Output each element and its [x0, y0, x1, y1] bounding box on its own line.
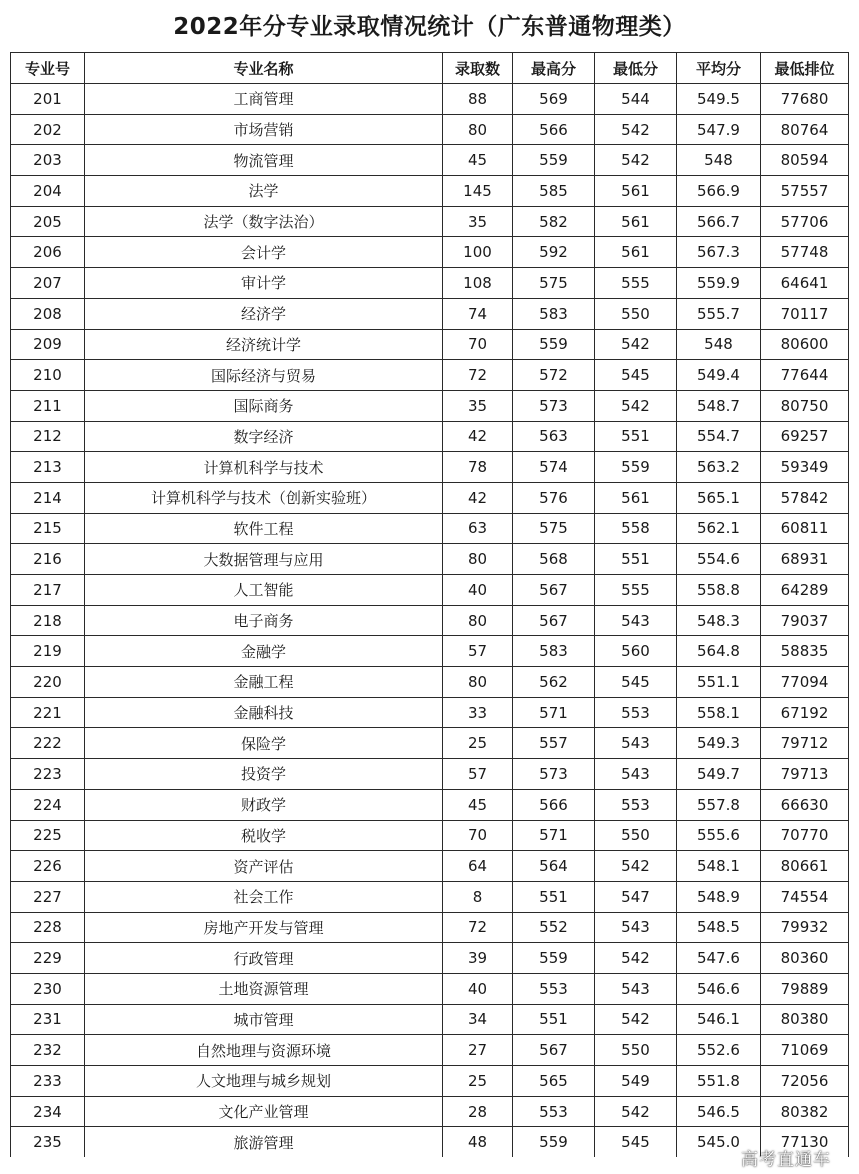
- average-score-cell: 551.1: [677, 667, 761, 698]
- admitted-count-cell: 80: [443, 667, 513, 698]
- major-code-cell: 203: [11, 145, 85, 176]
- major-code-cell: 225: [11, 820, 85, 851]
- lowest-rank-cell: 80594: [761, 145, 849, 176]
- highest-score-cell: 592: [513, 237, 595, 268]
- lowest-rank-cell: 80750: [761, 390, 849, 421]
- lowest-rank-cell: 80360: [761, 943, 849, 974]
- admitted-count-cell: 108: [443, 268, 513, 299]
- table-row: [11, 1066, 849, 1097]
- average-score-cell: 546.5: [677, 1096, 761, 1127]
- lowest-rank-cell: 79037: [761, 605, 849, 636]
- lowest-score-cell: 545: [595, 360, 677, 391]
- major-code-cell: 226: [11, 851, 85, 882]
- major-name-cell: 人工智能: [85, 575, 443, 606]
- table-row: [11, 973, 849, 1004]
- highest-score-cell: 552: [513, 912, 595, 943]
- table-row: [11, 1127, 849, 1157]
- average-score-cell: 565.1: [677, 482, 761, 513]
- lowest-score-cell: 555: [595, 575, 677, 606]
- average-score-cell: 546.6: [677, 973, 761, 1004]
- highest-score-cell: 573: [513, 759, 595, 790]
- table-row: [11, 84, 849, 115]
- lowest-score-cell: 543: [595, 973, 677, 1004]
- major-name-cell: 国际商务: [85, 390, 443, 421]
- admitted-count-cell: 25: [443, 728, 513, 759]
- lowest-score-cell: 555: [595, 268, 677, 299]
- major-name-cell: 大数据管理与应用: [85, 544, 443, 575]
- major-name-cell: 资产评估: [85, 851, 443, 882]
- highest-score-cell: 566: [513, 789, 595, 820]
- lowest-score-cell: 545: [595, 1127, 677, 1157]
- major-code-cell: 232: [11, 1035, 85, 1066]
- major-name-cell: 物流管理: [85, 145, 443, 176]
- major-name-cell: 旅游管理: [85, 1127, 443, 1157]
- admitted-count-cell: 42: [443, 482, 513, 513]
- average-score-cell: 555.6: [677, 820, 761, 851]
- major-name-cell: 计算机科学与技术（创新实验班）: [85, 482, 443, 513]
- table-row: [11, 605, 849, 636]
- average-score-cell: 563.2: [677, 452, 761, 483]
- average-score-cell: 545.0: [677, 1127, 761, 1157]
- average-score-cell: 546.1: [677, 1004, 761, 1035]
- lowest-score-cell: 542: [595, 1096, 677, 1127]
- admitted-count-cell: 33: [443, 697, 513, 728]
- lowest-rank-cell: 58835: [761, 636, 849, 667]
- highest-score-cell: 583: [513, 298, 595, 329]
- lowest-rank-cell: 80382: [761, 1096, 849, 1127]
- average-score-cell: 566.7: [677, 206, 761, 237]
- admitted-count-cell: 100: [443, 237, 513, 268]
- admission-stats-table: [10, 52, 849, 1157]
- major-code-cell: 201: [11, 84, 85, 115]
- major-code-cell: 220: [11, 667, 85, 698]
- average-score-cell: 549.7: [677, 759, 761, 790]
- table-body: [11, 84, 849, 1158]
- lowest-rank-cell: 64641: [761, 268, 849, 299]
- highest-score-cell: 551: [513, 1004, 595, 1035]
- major-name-cell: 财政学: [85, 789, 443, 820]
- table-row: [11, 176, 849, 207]
- highest-score-cell: 567: [513, 575, 595, 606]
- table-header-row: [11, 53, 849, 84]
- admitted-count-cell: 57: [443, 636, 513, 667]
- major-name-cell: 保险学: [85, 728, 443, 759]
- table-row: [11, 513, 849, 544]
- table-row: [11, 390, 849, 421]
- major-code-cell: 219: [11, 636, 85, 667]
- average-score-cell: 549.4: [677, 360, 761, 391]
- watermark-text: 高考直通车: [741, 1150, 831, 1170]
- lowest-rank-cell: 79713: [761, 759, 849, 790]
- highest-score-cell: 559: [513, 943, 595, 974]
- table-row: [11, 1096, 849, 1127]
- highest-score-cell: 582: [513, 206, 595, 237]
- major-code-cell: 209: [11, 329, 85, 360]
- major-code-cell: 235: [11, 1127, 85, 1157]
- lowest-score-cell: 550: [595, 1035, 677, 1066]
- lowest-score-cell: 561: [595, 206, 677, 237]
- admitted-count-cell: 80: [443, 114, 513, 145]
- average-score-cell: 562.1: [677, 513, 761, 544]
- lowest-score-cell: 542: [595, 943, 677, 974]
- major-code-cell: 215: [11, 513, 85, 544]
- lowest-score-cell: 542: [595, 114, 677, 145]
- lowest-score-cell: 550: [595, 298, 677, 329]
- lowest-score-cell: 542: [595, 329, 677, 360]
- admitted-count-cell: 42: [443, 421, 513, 452]
- table-row: [11, 1004, 849, 1035]
- major-code-cell: 207: [11, 268, 85, 299]
- lowest-score-cell: 550: [595, 820, 677, 851]
- major-code-cell: 213: [11, 452, 85, 483]
- major-code-cell: 204: [11, 176, 85, 207]
- average-score-cell: 557.8: [677, 789, 761, 820]
- major-name-cell: 社会工作: [85, 881, 443, 912]
- highest-score-cell: 564: [513, 851, 595, 882]
- major-name-cell: 计算机科学与技术: [85, 452, 443, 483]
- average-score-cell: 548: [677, 145, 761, 176]
- lowest-score-cell: 543: [595, 759, 677, 790]
- lowest-score-cell: 542: [595, 851, 677, 882]
- lowest-score-cell: 542: [595, 145, 677, 176]
- admitted-count-cell: 80: [443, 544, 513, 575]
- lowest-rank-cell: 59349: [761, 452, 849, 483]
- highest-score-cell: 559: [513, 329, 595, 360]
- lowest-score-cell: 544: [595, 84, 677, 115]
- highest-score-cell: 576: [513, 482, 595, 513]
- admitted-count-cell: 45: [443, 789, 513, 820]
- major-code-cell: 229: [11, 943, 85, 974]
- lowest-rank-cell: 57842: [761, 482, 849, 513]
- major-name-cell: 金融学: [85, 636, 443, 667]
- admitted-count-cell: 39: [443, 943, 513, 974]
- lowest-score-cell: 553: [595, 789, 677, 820]
- average-score-cell: 559.9: [677, 268, 761, 299]
- highest-score-cell: 559: [513, 145, 595, 176]
- column-header-lowest-score: 最低分: [595, 53, 677, 84]
- table-row: [11, 881, 849, 912]
- admitted-count-cell: 145: [443, 176, 513, 207]
- major-name-cell: 金融工程: [85, 667, 443, 698]
- column-header-highest-score: 最高分: [513, 53, 595, 84]
- major-name-cell: 法学（数字法治）: [85, 206, 443, 237]
- major-code-cell: 218: [11, 605, 85, 636]
- lowest-score-cell: 549: [595, 1066, 677, 1097]
- major-code-cell: 211: [11, 390, 85, 421]
- major-name-cell: 法学: [85, 176, 443, 207]
- highest-score-cell: 571: [513, 820, 595, 851]
- column-header-average-score: 平均分: [677, 53, 761, 84]
- admitted-count-cell: 34: [443, 1004, 513, 1035]
- table-row: [11, 421, 849, 452]
- admitted-count-cell: 63: [443, 513, 513, 544]
- highest-score-cell: 557: [513, 728, 595, 759]
- lowest-rank-cell: 68931: [761, 544, 849, 575]
- highest-score-cell: 575: [513, 268, 595, 299]
- highest-score-cell: 565: [513, 1066, 595, 1097]
- lowest-rank-cell: 70770: [761, 820, 849, 851]
- major-name-cell: 审计学: [85, 268, 443, 299]
- column-header-major-name: 专业名称: [85, 53, 443, 84]
- major-name-cell: 金融科技: [85, 697, 443, 728]
- admitted-count-cell: 35: [443, 390, 513, 421]
- lowest-rank-cell: 57557: [761, 176, 849, 207]
- table-row: [11, 452, 849, 483]
- major-name-cell: 自然地理与资源环境: [85, 1035, 443, 1066]
- major-name-cell: 会计学: [85, 237, 443, 268]
- highest-score-cell: 569: [513, 84, 595, 115]
- major-name-cell: 工商管理: [85, 84, 443, 115]
- table-row: [11, 636, 849, 667]
- major-name-cell: 电子商务: [85, 605, 443, 636]
- page-title: 2022年分专业录取情况统计（广东普通物理类）: [173, 14, 686, 40]
- major-name-cell: 软件工程: [85, 513, 443, 544]
- table-row: [11, 851, 849, 882]
- major-name-cell: 数字经济: [85, 421, 443, 452]
- table-row: [11, 329, 849, 360]
- lowest-rank-cell: 79932: [761, 912, 849, 943]
- major-code-cell: 212: [11, 421, 85, 452]
- major-code-cell: 216: [11, 544, 85, 575]
- highest-score-cell: 567: [513, 1035, 595, 1066]
- major-name-cell: 人文地理与城乡规划: [85, 1066, 443, 1097]
- lowest-score-cell: 561: [595, 176, 677, 207]
- admitted-count-cell: 57: [443, 759, 513, 790]
- average-score-cell: 567.3: [677, 237, 761, 268]
- major-code-cell: 205: [11, 206, 85, 237]
- lowest-score-cell: 561: [595, 237, 677, 268]
- highest-score-cell: 583: [513, 636, 595, 667]
- average-score-cell: 555.7: [677, 298, 761, 329]
- major-name-cell: 行政管理: [85, 943, 443, 974]
- major-code-cell: 224: [11, 789, 85, 820]
- admitted-count-cell: 74: [443, 298, 513, 329]
- highest-score-cell: 553: [513, 973, 595, 1004]
- lowest-rank-cell: 57706: [761, 206, 849, 237]
- table-row: [11, 298, 849, 329]
- admitted-count-cell: 78: [443, 452, 513, 483]
- highest-score-cell: 574: [513, 452, 595, 483]
- admitted-count-cell: 27: [443, 1035, 513, 1066]
- average-score-cell: 548.5: [677, 912, 761, 943]
- table-row: [11, 943, 849, 974]
- average-score-cell: 548.7: [677, 390, 761, 421]
- highest-score-cell: 563: [513, 421, 595, 452]
- average-score-cell: 566.9: [677, 176, 761, 207]
- table-row: [11, 1035, 849, 1066]
- highest-score-cell: 551: [513, 881, 595, 912]
- major-name-cell: 税收学: [85, 820, 443, 851]
- table-row: [11, 912, 849, 943]
- table-row: [11, 697, 849, 728]
- major-name-cell: 国际经济与贸易: [85, 360, 443, 391]
- major-code-cell: 228: [11, 912, 85, 943]
- average-score-cell: 547.6: [677, 943, 761, 974]
- lowest-score-cell: 559: [595, 452, 677, 483]
- table-row: [11, 114, 849, 145]
- highest-score-cell: 559: [513, 1127, 595, 1157]
- lowest-rank-cell: 66630: [761, 789, 849, 820]
- average-score-cell: 552.6: [677, 1035, 761, 1066]
- major-name-cell: 土地资源管理: [85, 973, 443, 1004]
- table-row: [11, 145, 849, 176]
- table-row: [11, 360, 849, 391]
- lowest-score-cell: 545: [595, 667, 677, 698]
- lowest-score-cell: 561: [595, 482, 677, 513]
- major-code-cell: 214: [11, 482, 85, 513]
- lowest-score-cell: 542: [595, 390, 677, 421]
- major-code-cell: 208: [11, 298, 85, 329]
- lowest-rank-cell: 80600: [761, 329, 849, 360]
- highest-score-cell: 562: [513, 667, 595, 698]
- highest-score-cell: 566: [513, 114, 595, 145]
- admitted-count-cell: 72: [443, 360, 513, 391]
- column-header-major-code: 专业号: [11, 53, 85, 84]
- admitted-count-cell: 48: [443, 1127, 513, 1157]
- admitted-count-cell: 45: [443, 145, 513, 176]
- major-code-cell: 217: [11, 575, 85, 606]
- admitted-count-cell: 40: [443, 973, 513, 1004]
- admitted-count-cell: 72: [443, 912, 513, 943]
- table-row: [11, 237, 849, 268]
- major-code-cell: 230: [11, 973, 85, 1004]
- highest-score-cell: 585: [513, 176, 595, 207]
- column-header-admitted-count: 录取数: [443, 53, 513, 84]
- average-score-cell: 547.9: [677, 114, 761, 145]
- admitted-count-cell: 25: [443, 1066, 513, 1097]
- admitted-count-cell: 64: [443, 851, 513, 882]
- table-row: [11, 728, 849, 759]
- average-score-cell: 548.9: [677, 881, 761, 912]
- lowest-score-cell: 543: [595, 605, 677, 636]
- table-row: [11, 759, 849, 790]
- lowest-rank-cell: 77094: [761, 667, 849, 698]
- admitted-count-cell: 70: [443, 329, 513, 360]
- major-name-cell: 经济学: [85, 298, 443, 329]
- admitted-count-cell: 40: [443, 575, 513, 606]
- lowest-rank-cell: 64289: [761, 575, 849, 606]
- lowest-rank-cell: 74554: [761, 881, 849, 912]
- average-score-cell: 564.8: [677, 636, 761, 667]
- major-name-cell: 经济统计学: [85, 329, 443, 360]
- lowest-score-cell: 551: [595, 421, 677, 452]
- major-name-cell: 城市管理: [85, 1004, 443, 1035]
- lowest-rank-cell: 60811: [761, 513, 849, 544]
- highest-score-cell: 571: [513, 697, 595, 728]
- table-row: [11, 575, 849, 606]
- admitted-count-cell: 88: [443, 84, 513, 115]
- admitted-count-cell: 80: [443, 605, 513, 636]
- lowest-rank-cell: 77644: [761, 360, 849, 391]
- major-code-cell: 210: [11, 360, 85, 391]
- table-row: [11, 789, 849, 820]
- major-name-cell: 文化产业管理: [85, 1096, 443, 1127]
- highest-score-cell: 572: [513, 360, 595, 391]
- table-row: [11, 482, 849, 513]
- lowest-rank-cell: 80764: [761, 114, 849, 145]
- major-code-cell: 206: [11, 237, 85, 268]
- lowest-rank-cell: 57748: [761, 237, 849, 268]
- admitted-count-cell: 70: [443, 820, 513, 851]
- major-code-cell: 222: [11, 728, 85, 759]
- lowest-score-cell: 543: [595, 912, 677, 943]
- average-score-cell: 554.7: [677, 421, 761, 452]
- lowest-rank-cell: 70117: [761, 298, 849, 329]
- lowest-score-cell: 558: [595, 513, 677, 544]
- major-code-cell: 234: [11, 1096, 85, 1127]
- lowest-rank-cell: 72056: [761, 1066, 849, 1097]
- lowest-rank-cell: 67192: [761, 697, 849, 728]
- lowest-rank-cell: 71069: [761, 1035, 849, 1066]
- average-score-cell: 558.1: [677, 697, 761, 728]
- column-header-lowest-rank: 最低排位: [761, 53, 849, 84]
- major-code-cell: 202: [11, 114, 85, 145]
- admitted-count-cell: 35: [443, 206, 513, 237]
- lowest-score-cell: 560: [595, 636, 677, 667]
- average-score-cell: 548: [677, 329, 761, 360]
- average-score-cell: 548.1: [677, 851, 761, 882]
- average-score-cell: 558.8: [677, 575, 761, 606]
- highest-score-cell: 575: [513, 513, 595, 544]
- highest-score-cell: 568: [513, 544, 595, 575]
- table-row: [11, 544, 849, 575]
- lowest-rank-cell: 80380: [761, 1004, 849, 1035]
- lowest-rank-cell: 79889: [761, 973, 849, 1004]
- major-code-cell: 223: [11, 759, 85, 790]
- admitted-count-cell: 28: [443, 1096, 513, 1127]
- lowest-rank-cell: 79712: [761, 728, 849, 759]
- lowest-score-cell: 547: [595, 881, 677, 912]
- major-code-cell: 231: [11, 1004, 85, 1035]
- highest-score-cell: 567: [513, 605, 595, 636]
- admitted-count-cell: 8: [443, 881, 513, 912]
- lowest-rank-cell: 77680: [761, 84, 849, 115]
- highest-score-cell: 553: [513, 1096, 595, 1127]
- table-row: [11, 206, 849, 237]
- lowest-rank-cell: 77130: [761, 1127, 849, 1157]
- average-score-cell: 548.3: [677, 605, 761, 636]
- lowest-score-cell: 543: [595, 728, 677, 759]
- major-name-cell: 市场营销: [85, 114, 443, 145]
- highest-score-cell: 573: [513, 390, 595, 421]
- average-score-cell: 551.8: [677, 1066, 761, 1097]
- lowest-score-cell: 551: [595, 544, 677, 575]
- lowest-rank-cell: 69257: [761, 421, 849, 452]
- major-code-cell: 233: [11, 1066, 85, 1097]
- major-name-cell: 房地产开发与管理: [85, 912, 443, 943]
- average-score-cell: 554.6: [677, 544, 761, 575]
- lowest-score-cell: 542: [595, 1004, 677, 1035]
- average-score-cell: 549.5: [677, 84, 761, 115]
- lowest-rank-cell: 80661: [761, 851, 849, 882]
- table-row: [11, 820, 849, 851]
- average-score-cell: 549.3: [677, 728, 761, 759]
- table-row: [11, 667, 849, 698]
- major-name-cell: 投资学: [85, 759, 443, 790]
- major-code-cell: 221: [11, 697, 85, 728]
- major-code-cell: 227: [11, 881, 85, 912]
- table-row: [11, 268, 849, 299]
- lowest-score-cell: 553: [595, 697, 677, 728]
